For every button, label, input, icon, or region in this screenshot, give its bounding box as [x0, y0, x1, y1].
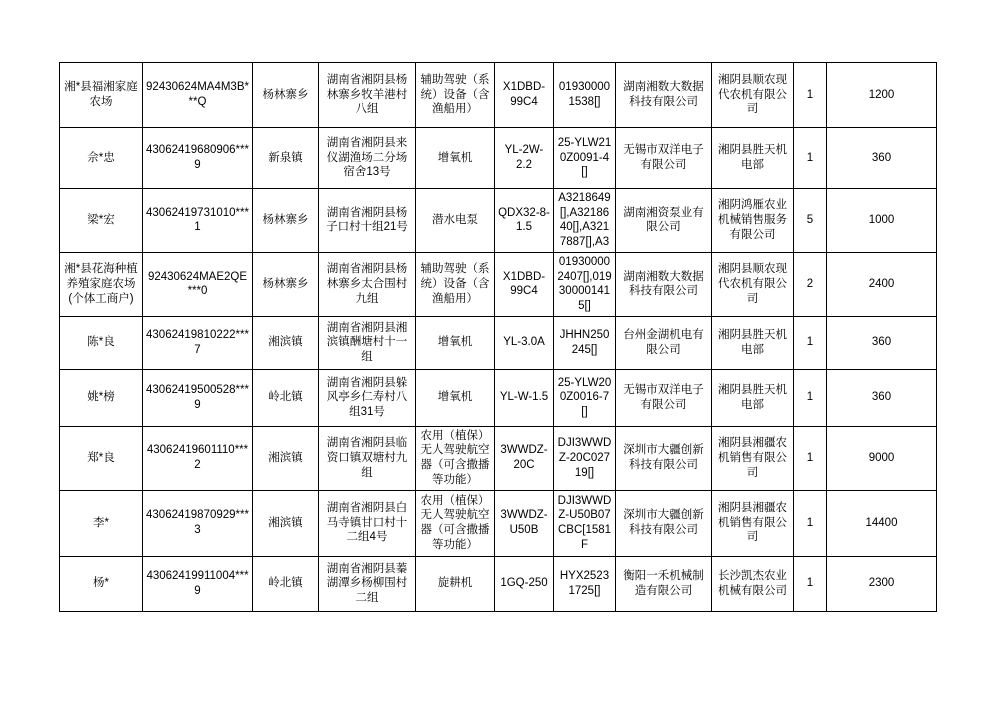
cell-serial-code: DJI3WWDZ-20C02719[]	[554, 426, 616, 490]
cell-address: 湖南省湘阴县来仪湖渔场二分场宿舍13号	[319, 128, 416, 189]
cell-owner-name: 梁*宏	[60, 189, 143, 253]
cell-credit-code: 43062419680906***9	[143, 128, 253, 189]
cell-equipment-type: 增氧机	[416, 369, 495, 426]
cell-serial-code: DJI3WWDZ-U50B07CBC[1581F	[554, 490, 616, 556]
cell-town: 杨林寨乡	[253, 189, 319, 253]
cell-model: X1DBD-99C4	[495, 252, 554, 316]
cell-town: 新泉镇	[253, 128, 319, 189]
cell-serial-code: JHHN250245[]	[554, 316, 616, 369]
cell-manufacturer: 无锡市双洋电子有限公司	[616, 128, 712, 189]
table-row	[60, 252, 937, 316]
cell-owner-name: 郑*良	[60, 426, 143, 490]
cell-town: 湘滨镇	[253, 490, 319, 556]
cell-equipment-type: 增氧机	[416, 128, 495, 189]
cell-price: 360	[827, 316, 937, 369]
table-row	[60, 369, 937, 426]
cell-serial-code: A3218649[],A3218640[],A3217887[],A3	[554, 189, 616, 253]
cell-address: 湖南省湘阴县杨林寨乡牧羊港村八组	[319, 63, 416, 128]
cell-model: QDX32-8-1.5	[495, 189, 554, 253]
cell-quantity: 1	[794, 556, 827, 611]
cell-serial-code: 019300002407[],019300001415[]	[554, 252, 616, 316]
cell-equipment-type: 增氧机	[416, 316, 495, 369]
cell-manufacturer: 深圳市大疆创新科技有限公司	[616, 490, 712, 556]
cell-credit-code: 43062419601110***2	[143, 426, 253, 490]
cell-price: 360	[827, 128, 937, 189]
cell-price: 14400	[827, 490, 937, 556]
cell-equipment-type: 农用（植保）无人驾驶航空器（可含撒播等功能）	[416, 426, 495, 490]
cell-quantity: 1	[794, 316, 827, 369]
cell-quantity: 1	[794, 63, 827, 128]
cell-model: 3WWDZ-20C	[495, 426, 554, 490]
table-row	[60, 556, 937, 611]
equipment-purchase-table	[59, 62, 937, 612]
cell-credit-code: 43062419810222***7	[143, 316, 253, 369]
cell-manufacturer: 无锡市双洋电子有限公司	[616, 369, 712, 426]
cell-price: 9000	[827, 426, 937, 490]
cell-serial-code: HYX25231725[]	[554, 556, 616, 611]
cell-manufacturer: 湖南湘资泵业有限公司	[616, 189, 712, 253]
cell-owner-name: 杨*	[60, 556, 143, 611]
cell-manufacturer: 湖南湘数大数据科技有限公司	[616, 63, 712, 128]
cell-dealer: 湘阴县顺农现代农机有限公司	[712, 63, 794, 128]
cell-credit-code: 43062419731010***1	[143, 189, 253, 253]
cell-credit-code: 43062419870929***3	[143, 490, 253, 556]
cell-quantity: 1	[794, 490, 827, 556]
cell-model: 3WWDZ-U50B	[495, 490, 554, 556]
cell-quantity: 1	[794, 128, 827, 189]
cell-quantity: 5	[794, 189, 827, 253]
cell-owner-name: 湘*县花海种植养殖家庭农场(个体工商户)	[60, 252, 143, 316]
cell-price: 1200	[827, 63, 937, 128]
cell-model: YL-W-1.5	[495, 369, 554, 426]
cell-owner-name: 李*	[60, 490, 143, 556]
cell-dealer: 湘阴县胜天机电部	[712, 369, 794, 426]
cell-credit-code: 43062419911004***9	[143, 556, 253, 611]
cell-equipment-type: 潜水电泵	[416, 189, 495, 253]
cell-manufacturer: 衡阳一禾机械制造有限公司	[616, 556, 712, 611]
cell-address: 湖南省湘阴县杨林寨乡太合围村九组	[319, 252, 416, 316]
cell-owner-name: 姚*榜	[60, 369, 143, 426]
cell-dealer: 湘阴县胜天机电部	[712, 128, 794, 189]
cell-town: 岭北镇	[253, 369, 319, 426]
cell-quantity: 2	[794, 252, 827, 316]
cell-dealer: 湘阴县顺农现代农机有限公司	[712, 252, 794, 316]
cell-serial-code: 019300001538[]	[554, 63, 616, 128]
cell-manufacturer: 湖南湘数大数据科技有限公司	[616, 252, 712, 316]
cell-credit-code: 43062419500528***9	[143, 369, 253, 426]
cell-serial-code: 25-YLW210Z0091-4[]	[554, 128, 616, 189]
cell-quantity: 1	[794, 369, 827, 426]
cell-town: 湘滨镇	[253, 316, 319, 369]
cell-dealer: 湘阴鸿雁农业机械销售服务有限公司	[712, 189, 794, 253]
cell-dealer: 湘阴县湘疆农机销售有限公司	[712, 426, 794, 490]
cell-price: 1000	[827, 189, 937, 253]
cell-address: 湖南省湘阴县白马寺镇甘口村十二组4号	[319, 490, 416, 556]
cell-model: 1GQ-250	[495, 556, 554, 611]
cell-owner-name: 佘*忠	[60, 128, 143, 189]
cell-price: 2400	[827, 252, 937, 316]
cell-owner-name: 陈*良	[60, 316, 143, 369]
cell-quantity: 1	[794, 426, 827, 490]
cell-model: YL-3.0A	[495, 316, 554, 369]
cell-manufacturer: 深圳市大疆创新科技有限公司	[616, 426, 712, 490]
cell-equipment-type: 旋耕机	[416, 556, 495, 611]
cell-dealer: 湘阴县湘疆农机销售有限公司	[712, 490, 794, 556]
table-row	[60, 316, 937, 369]
cell-serial-code: 25-YLW200Z0016-7[]	[554, 369, 616, 426]
cell-address: 湖南省湘阴县湘滨镇酬塘村十一组	[319, 316, 416, 369]
cell-town: 湘滨镇	[253, 426, 319, 490]
cell-town: 岭北镇	[253, 556, 319, 611]
table-row	[60, 128, 937, 189]
cell-credit-code: 92430624MA4M3B***Q	[143, 63, 253, 128]
cell-address: 湖南省湘阴县杨子口村十组21号	[319, 189, 416, 253]
cell-credit-code: 92430624MAE2QE***0	[143, 252, 253, 316]
cell-dealer: 湘阴县胜天机电部	[712, 316, 794, 369]
cell-address: 湖南省湘阴县躲风亭乡仁寿村八组31号	[319, 369, 416, 426]
cell-town: 杨林寨乡	[253, 252, 319, 316]
cell-address: 湖南省湘阴县蓁湖潭乡杨柳围村二组	[319, 556, 416, 611]
cell-model: YL-2W-2.2	[495, 128, 554, 189]
table-row	[60, 189, 937, 253]
table-row	[60, 63, 937, 128]
table-row	[60, 426, 937, 490]
cell-address: 湖南省湘阴县临资口镇双塘村九组	[319, 426, 416, 490]
cell-town: 杨林寨乡	[253, 63, 319, 128]
table-row	[60, 490, 937, 556]
cell-equipment-type: 农用（植保）无人驾驶航空器（可含撒播等功能）	[416, 490, 495, 556]
cell-price: 360	[827, 369, 937, 426]
cell-price: 2300	[827, 556, 937, 611]
table-body	[60, 63, 937, 612]
cell-dealer: 长沙凯杰农业机械有限公司	[712, 556, 794, 611]
cell-model: X1DBD-99C4	[495, 63, 554, 128]
cell-equipment-type: 辅助驾驶（系统）设备（含渔船用）	[416, 252, 495, 316]
cell-equipment-type: 辅助驾驶（系统）设备（含渔船用）	[416, 63, 495, 128]
cell-owner-name: 湘*县福湘家庭农场	[60, 63, 143, 128]
cell-manufacturer: 台州金湖机电有限公司	[616, 316, 712, 369]
